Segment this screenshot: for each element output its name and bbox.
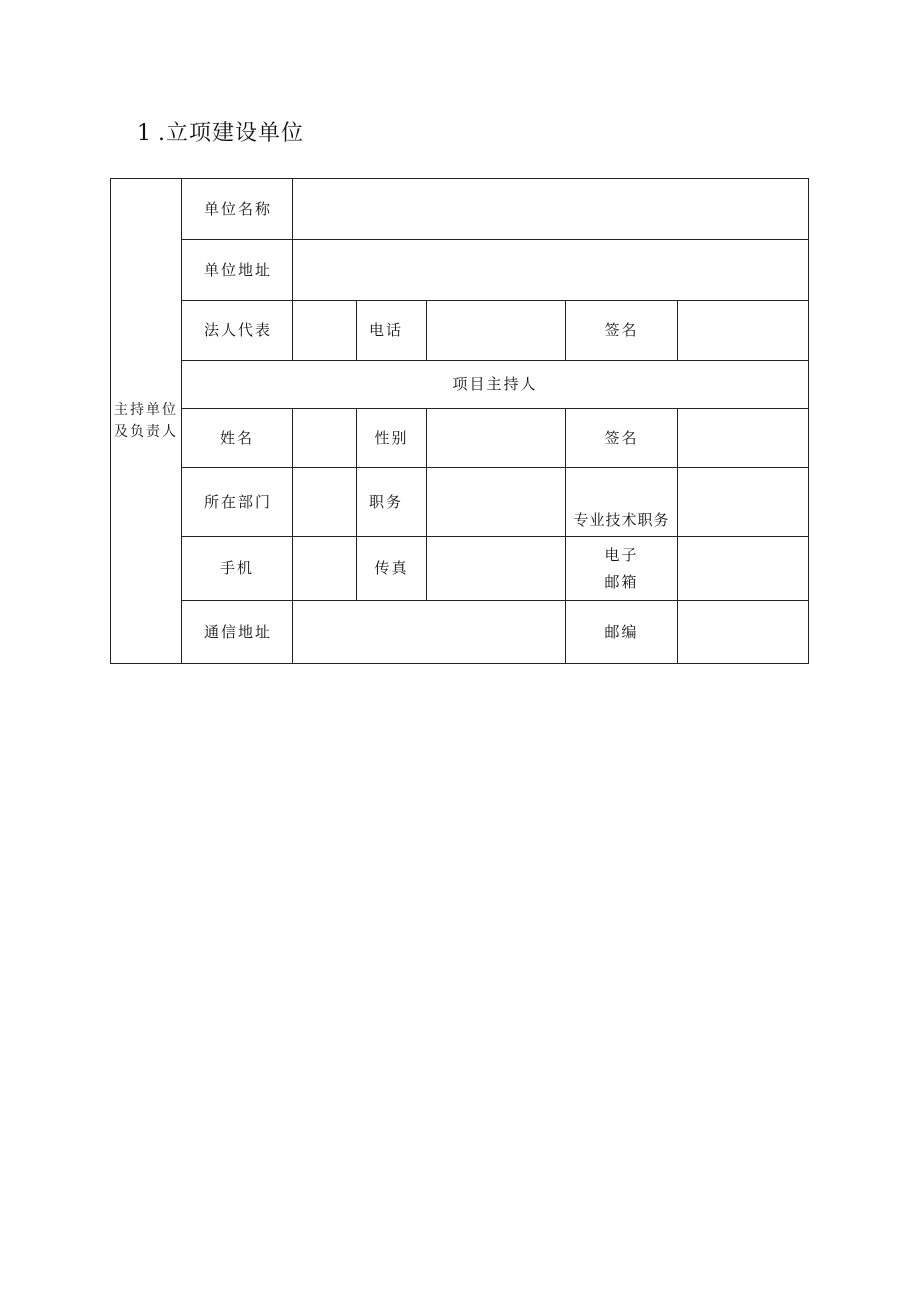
unit-phone-label: 电话	[356, 300, 427, 361]
unit-info-table	[110, 178, 809, 664]
postcode-label: 邮编	[565, 600, 678, 664]
unit-address-field[interactable]	[292, 239, 809, 301]
unit-phone-field[interactable]	[426, 300, 566, 361]
legal-rep-field[interactable]	[292, 300, 357, 361]
legal-rep-label: 法人代表	[181, 300, 293, 361]
email-label-line-2: 邮箱	[604, 572, 639, 591]
mail-address-field[interactable]	[292, 600, 566, 664]
unit-signature-field[interactable]	[677, 300, 809, 361]
unit-signature-label: 签名	[565, 300, 678, 361]
leader-signature-label: 签名	[565, 408, 678, 468]
email-field[interactable]	[677, 536, 809, 601]
section-heading	[137, 116, 304, 147]
department-field[interactable]	[292, 467, 357, 537]
mobile-field[interactable]	[292, 536, 357, 601]
leader-signature-field[interactable]	[677, 408, 809, 468]
unit-name-field[interactable]	[292, 178, 809, 240]
unit-name-label: 单位名称	[181, 178, 293, 240]
tech-title-field[interactable]	[677, 467, 809, 537]
leader-gender-label: 性别	[356, 408, 427, 468]
side-label-line-1: 主持单位	[114, 401, 178, 418]
mobile-label: 手机	[181, 536, 293, 601]
leader-gender-field[interactable]	[426, 408, 566, 468]
postcode-field[interactable]	[677, 600, 809, 664]
leader-name-field[interactable]	[292, 408, 357, 468]
fax-label: 传真	[356, 536, 427, 601]
email-label-line-1: 电子	[604, 545, 639, 564]
position-label: 职务	[356, 467, 427, 537]
department-label: 所在部门	[181, 467, 293, 537]
email-label	[565, 536, 678, 601]
side-label-cell	[110, 178, 182, 664]
leader-name-label: 姓名	[181, 408, 293, 468]
side-label-line-2: 及负责人	[114, 424, 178, 440]
tech-title-label: 专业技术职务	[565, 467, 678, 537]
project-leader-section-title: 项目主持人	[181, 360, 809, 409]
section-number: 1	[137, 121, 152, 146]
unit-address-label: 单位地址	[181, 239, 293, 301]
position-field[interactable]	[426, 467, 566, 537]
mail-address-label: 通信地址	[181, 600, 293, 664]
fax-field[interactable]	[426, 536, 566, 601]
section-title: .立项建设单位	[158, 121, 304, 146]
